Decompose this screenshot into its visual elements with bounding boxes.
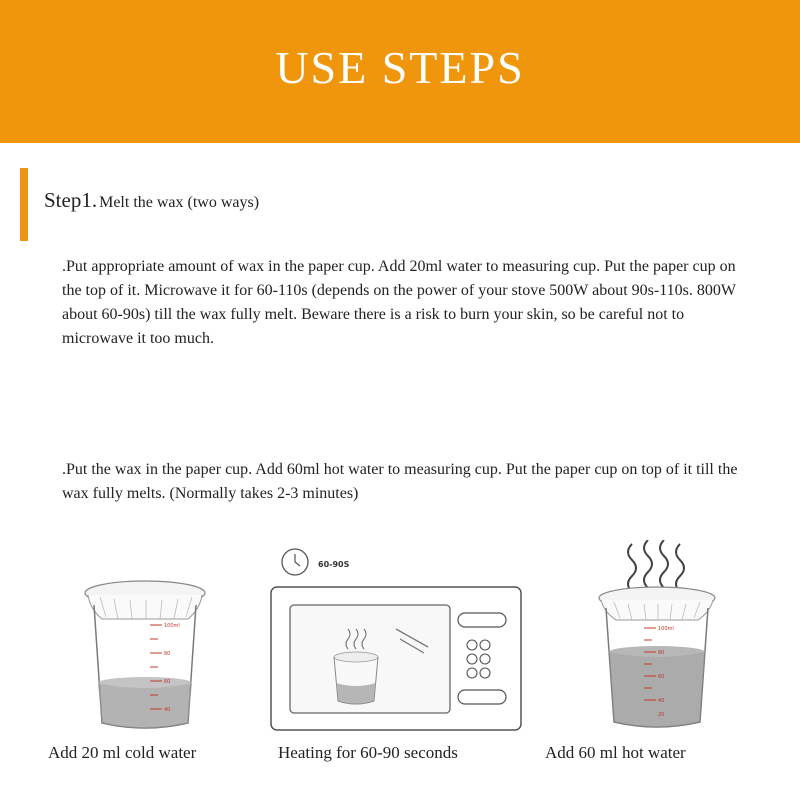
page-title: USE STEPS xyxy=(275,42,525,93)
cup-scale-100: 100ml xyxy=(164,623,180,629)
steam-icon xyxy=(628,540,684,592)
caption-cold-water: Add 20 ml cold water xyxy=(48,743,197,762)
cup-scale-80: 80 xyxy=(658,650,665,656)
header-banner xyxy=(0,0,800,143)
timer-label: 60-90S xyxy=(318,560,350,569)
measuring-cup-hot-water-icon xyxy=(592,540,722,735)
cup-scale-80: 80 xyxy=(164,651,171,657)
caption-heating: Heating for 60-90 seconds xyxy=(278,743,458,762)
cup-scale-60: 60 xyxy=(164,679,171,685)
step-accent-bar xyxy=(20,168,28,241)
cup-scale-100: 100ml xyxy=(658,626,674,632)
cup-scale-40: 40 xyxy=(658,698,665,704)
step-heading xyxy=(44,188,259,213)
cup-scale-60: 60 xyxy=(658,674,665,680)
instruction-paragraph-hot-water: .Put the wax in the paper cup. Add 60ml hot water to measuring cup. Put the paper cup on top of it till the wax fully melts. (Normally takes 2-3 minutes) xyxy=(62,461,738,502)
microwave-oven-icon xyxy=(268,545,524,735)
caption-hot-water: Add 60 ml hot water xyxy=(545,743,686,762)
measuring-cup-cold-water-icon xyxy=(80,575,210,735)
step-subtitle: Melt the wax (two ways) xyxy=(99,194,260,211)
cup-scale-20: 20 xyxy=(658,712,665,718)
step-label: Step1. xyxy=(44,188,98,212)
cup-scale-40: 40 xyxy=(164,707,171,713)
instruction-paragraph-microwave: .Put appropriate amount of wax in the paper cup. Add 20ml water to measuring cup. Put the paper cup on the top of it. Microwave it for 60-110s (depends on the power of your stove 500W about 90s-110s. 800W about 60-90s) till the wax fully melt. Beware there is a risk to burn your skin, so be careful not to microwave it too much. xyxy=(62,258,736,347)
